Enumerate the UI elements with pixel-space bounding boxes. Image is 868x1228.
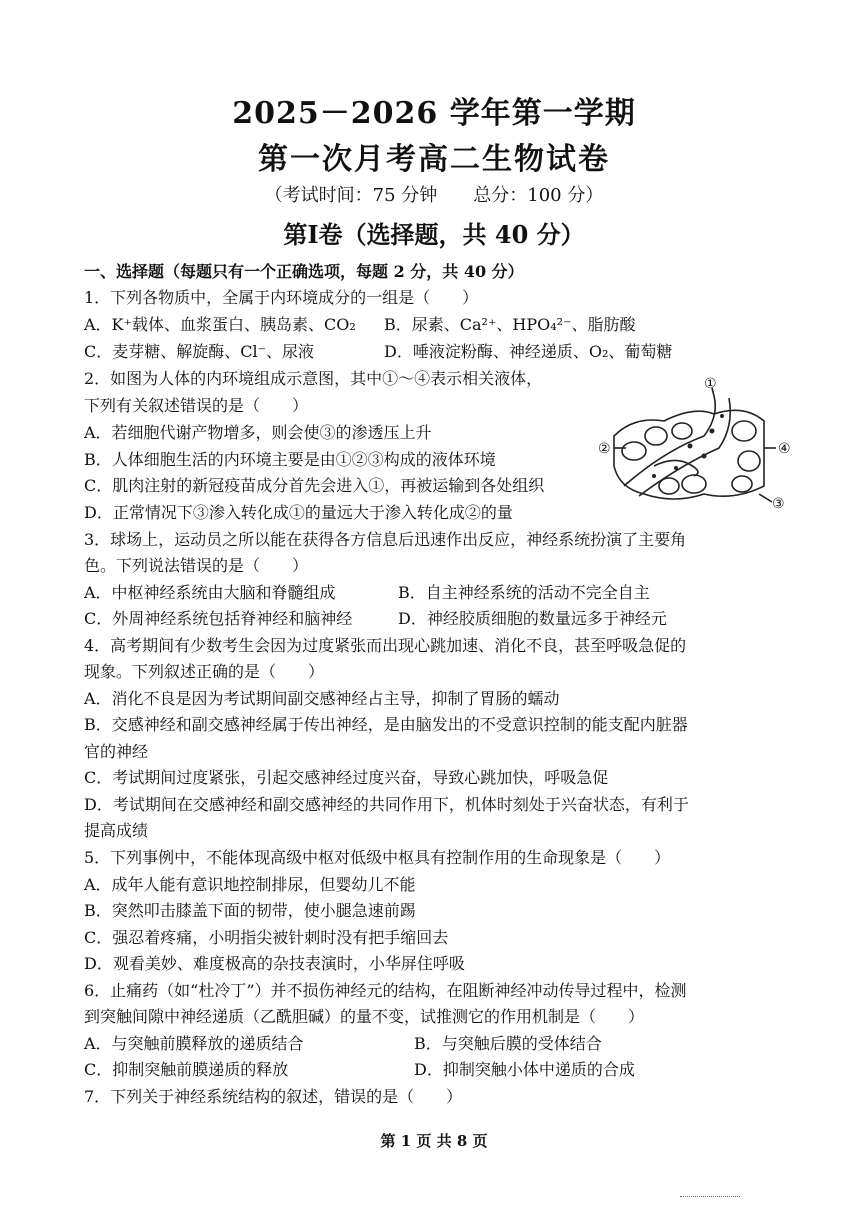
fig-label-1: ① [704,376,717,392]
q4-option-c: C．考试期间过度紧张，引起交感神经过度兴奋，导致心跳加快，呼吸急促 [84,768,609,787]
section-heading: 一、选择题（每题只有一个正确选项，每题 2 分，共 40 分） [84,262,524,281]
q4-stem-line2: 现象。下列叙述正确的是（ ） [84,662,325,681]
exam-meta: （考试时间：75 分钟 总分：100 分） [264,185,604,206]
q3-option-b: B．自主神经系统的活动不完全自主 [398,583,650,602]
q4-option-b-line2: 官的神经 [84,742,149,761]
q4-option-d-line1: D．考试期间在交感神经和副交感神经的共同作用下，机体时刻处于兴奋状态，有利于 [84,795,689,814]
exam-title: 第一次月考高二生物试卷 [258,142,610,177]
volume-heading: 第Ⅰ卷（选择题，共 40 分） [283,220,585,249]
q4-option-b-line1: B．交感神经和副交感神经属于传出神经，是由脑发出的不受意识控制的能支配内脏器 [84,715,688,734]
internal-environment-diagram [594,376,794,516]
scan-mark [680,1196,740,1199]
q5-option-a: A．成年人能有意识地控制排尿，但婴幼儿不能 [84,875,416,894]
q6-stem-line1: 6．止痛药（如“杜冷丁”）并不损伤神经元的结构，在阻断神经冲动传导过程中，检测 [84,981,687,1000]
q3-option-c: C．外周神经系统包括脊神经和脑神经 [84,609,353,628]
q2-stem-line2: 下列有关叙述错误的是（ ） [84,396,309,415]
q3-option-a: A．中枢神经系统由大脑和脊髓组成 [84,583,336,602]
q5-option-d: D．观看美妙、难度极高的杂技表演时，小华屏住呼吸 [84,954,465,973]
q4-option-a: A．消化不良是因为考试期间副交感神经占主导，抑制了胃肠的蠕动 [84,689,560,708]
q5-option-c: C．强忍着疼痛，小明指尖被针刺时没有把手缩回去 [84,928,449,947]
q6-stem-line2: 到突触间隙中神经递质（乙酰胆碱）的量不变，试推测它的作用机制是（ ） [84,1007,645,1026]
q6-option-a: A．与突触前膜释放的递质结合 [84,1034,304,1053]
q5-stem: 5．下列事例中，不能体现高级中枢对低级中枢具有控制作用的生命现象是（ ） [84,848,671,867]
q3-option-d: D．神经胶质细胞的数量远多于神经元 [398,609,667,628]
q1-stem: 1．下列各物质中，全属于内环境成分的一组是（ ） [84,288,479,307]
q6-option-b: B．与突触后膜的受体结合 [414,1034,602,1053]
q6-option-d: D．抑制突触小体中递质的合成 [414,1060,635,1079]
fig-label-2: ② [598,441,611,457]
q4-stem-line1: 4．高考期间有少数考生会因为过度紧张而出现心跳加速、消化不良，甚至呼吸急促的 [84,636,687,655]
exam-year-title: 2025－2026 学年第一学期 [232,96,636,131]
q2-option-d: D．正常情况下③渗入转化成①的量远大于渗入转化成②的量 [84,503,513,522]
q1-option-d: D．唾液淀粉酶、神经递质、O₂、葡萄糖 [384,342,673,361]
q2-stem-line1: 2．如图为人体的内环境组成示意图，其中①～④表示相关液体， [84,369,543,388]
q2-option-b: B．人体细胞生活的内环境主要是由①②③构成的液体环境 [84,450,496,469]
q4-option-d-line2: 提高成绩 [84,821,149,840]
q2-option-c: C．肌肉注射的新冠疫苗成分首先会进入①，再被运输到各处组织 [84,476,545,495]
page-number-footer: 第 1 页 共 8 页 [380,1132,488,1150]
q6-option-c: C．抑制突触前膜递质的释放 [84,1060,289,1079]
fig-label-3: ③ [772,496,785,512]
fig-label-4: ④ [778,441,791,457]
q5-option-b: B．突然叩击膝盖下面的韧带，使小腿急速前踢 [84,901,416,920]
q2-option-a: A．若细胞代谢产物增多，则会使③的渗透压上升 [84,423,432,442]
q7-stem: 7．下列关于神经系统结构的叙述，错误的是（ ） [84,1087,463,1106]
q1-option-c: C．麦芽糖、解旋酶、Cl⁻、尿液 [84,342,315,361]
q1-option-a: A．K⁺载体、血浆蛋白、胰岛素、CO₂ [84,315,356,334]
q3-stem-line2: 色。下列说法错误的是（ ） [84,556,309,575]
q3-stem-line1: 3．球场上，运动员之所以能在获得各方信息后迅速作出反应，神经系统扮演了主要角 [84,530,687,549]
q1-option-b: B．尿素、Ca²⁺、HPO₄²⁻、脂肪酸 [384,315,636,334]
